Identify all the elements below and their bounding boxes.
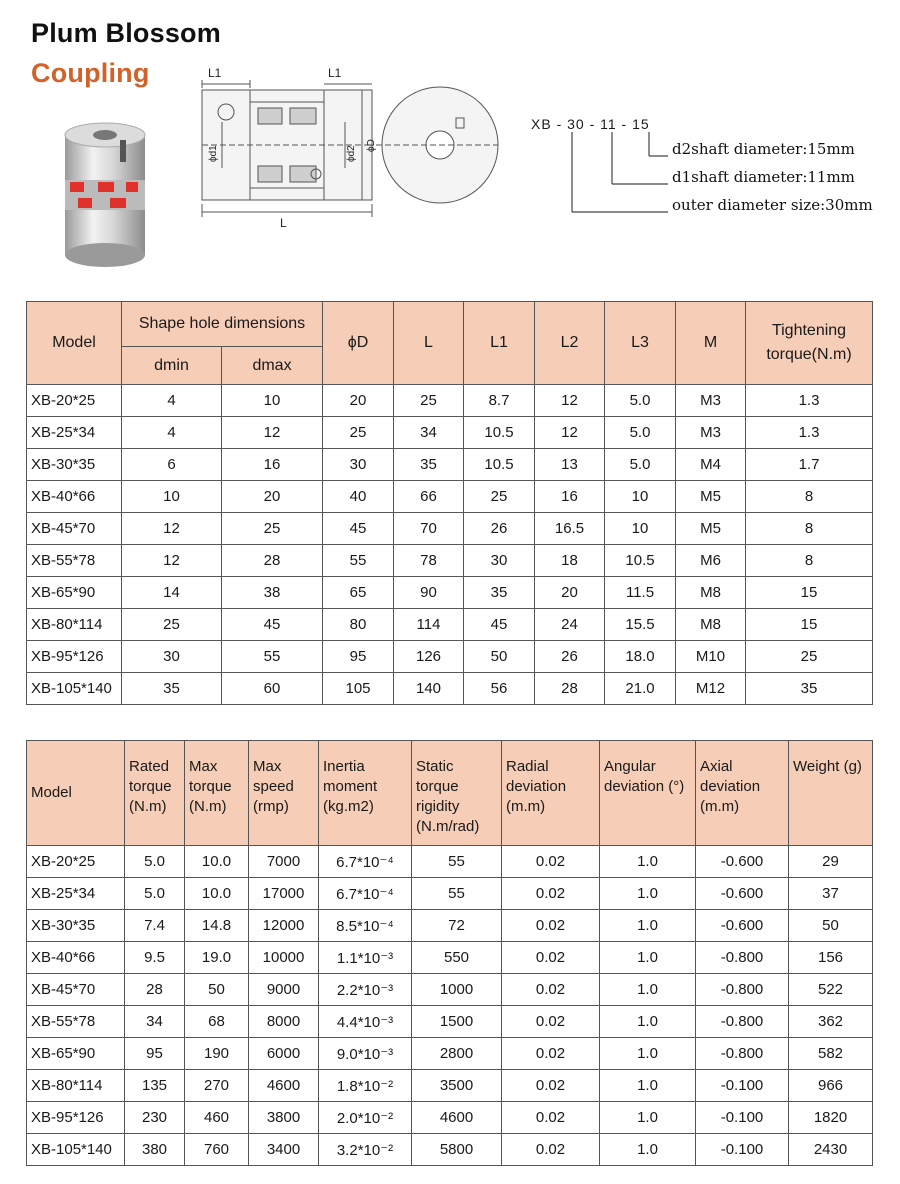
header-rated-torque: Rated torque (N.m) — [125, 741, 185, 846]
value-cell: 38 — [222, 577, 323, 609]
value-cell: 522 — [789, 974, 873, 1006]
dim-d1: ϕd1 — [208, 145, 219, 162]
value-cell: 9.5 — [125, 942, 185, 974]
header-dmin: dmin — [122, 347, 222, 385]
value-cell: 30 — [122, 641, 222, 673]
dim-length: L — [280, 216, 287, 230]
table-row — [27, 545, 873, 577]
coupling-photo — [50, 120, 160, 270]
dimensions-table — [26, 301, 873, 705]
table-row — [27, 385, 873, 417]
legend-outer: outer diameter size:30mm — [672, 196, 873, 214]
value-cell: 2800 — [412, 1038, 502, 1070]
value-cell: -0.800 — [696, 1006, 789, 1038]
value-cell: 56 — [464, 673, 535, 705]
value-cell: 9.0*10⁻³ — [319, 1038, 412, 1070]
model-cell: XB-95*126 — [27, 1102, 125, 1134]
value-cell: 15 — [746, 609, 873, 641]
value-cell: 126 — [394, 641, 464, 673]
value-cell: 0.02 — [502, 1070, 600, 1102]
value-cell: 25 — [746, 641, 873, 673]
model-cell: XB-40*66 — [27, 942, 125, 974]
value-cell: 3500 — [412, 1070, 502, 1102]
table-row — [27, 673, 873, 705]
value-cell: 1000 — [412, 974, 502, 1006]
value-cell: 1.8*10⁻² — [319, 1070, 412, 1102]
value-cell: 10 — [222, 385, 323, 417]
value-cell: 28 — [535, 673, 605, 705]
value-cell: 16 — [222, 449, 323, 481]
value-cell: 1.0 — [600, 910, 696, 942]
value-cell: 380 — [125, 1134, 185, 1166]
header-shape-hole: Shape hole dimensions — [122, 302, 323, 347]
value-cell: 16 — [535, 481, 605, 513]
value-cell: M6 — [676, 545, 746, 577]
value-cell: 20 — [323, 385, 394, 417]
value-cell: -0.100 — [696, 1070, 789, 1102]
model-cell: XB-25*34 — [27, 878, 125, 910]
value-cell: 105 — [323, 673, 394, 705]
dim-d2: ϕd2 — [346, 145, 357, 162]
value-cell: 8.5*10⁻⁴ — [319, 910, 412, 942]
value-cell: -0.800 — [696, 1038, 789, 1070]
value-cell: 80 — [323, 609, 394, 641]
value-cell: 8 — [746, 545, 873, 577]
value-cell: 1.7 — [746, 449, 873, 481]
header-M: M — [676, 302, 746, 385]
value-cell: 1.0 — [600, 1006, 696, 1038]
model-cell: XB-45*70 — [27, 513, 122, 545]
value-cell: 25 — [394, 385, 464, 417]
dim-l1-left: L1 — [208, 66, 222, 80]
value-cell: 90 — [394, 577, 464, 609]
value-cell: 21.0 — [605, 673, 676, 705]
table-row — [27, 449, 873, 481]
value-cell: 20 — [222, 481, 323, 513]
header-L3: L3 — [605, 302, 676, 385]
model-cell: XB-80*114 — [27, 609, 122, 641]
value-cell: 35 — [746, 673, 873, 705]
model-cell: XB-95*126 — [27, 641, 122, 673]
model-cell: XB-20*25 — [27, 846, 125, 878]
header-model: Model — [27, 302, 122, 385]
value-cell: 10.0 — [185, 846, 249, 878]
value-cell: 12 — [122, 513, 222, 545]
value-cell: 7.4 — [125, 910, 185, 942]
header-model: Model — [27, 741, 125, 846]
value-cell: 1.1*10⁻³ — [319, 942, 412, 974]
header-L2: L2 — [535, 302, 605, 385]
value-cell: 25 — [122, 609, 222, 641]
value-cell: 190 — [185, 1038, 249, 1070]
value-cell: 966 — [789, 1070, 873, 1102]
table-row — [27, 577, 873, 609]
value-cell: 72 — [412, 910, 502, 942]
value-cell: -0.600 — [696, 910, 789, 942]
value-cell: 65 — [323, 577, 394, 609]
performance-table — [26, 740, 873, 1166]
value-cell: 2.0*10⁻² — [319, 1102, 412, 1134]
table-row — [27, 878, 873, 910]
model-code-example: XB - 30 - 11 - 15 — [531, 116, 650, 132]
value-cell: M3 — [676, 417, 746, 449]
table-row — [27, 1102, 873, 1134]
value-cell: 6.7*10⁻⁴ — [319, 846, 412, 878]
value-cell: 0.02 — [502, 910, 600, 942]
value-cell: 1.3 — [746, 417, 873, 449]
value-cell: 140 — [394, 673, 464, 705]
model-cell: XB-30*35 — [27, 449, 122, 481]
value-cell: 114 — [394, 609, 464, 641]
value-cell: 8.7 — [464, 385, 535, 417]
legend-d2: d2shaft diameter:15mm — [672, 140, 855, 158]
value-cell: 7000 — [249, 846, 319, 878]
value-cell: 18 — [535, 545, 605, 577]
value-cell: 760 — [185, 1134, 249, 1166]
value-cell: 66 — [394, 481, 464, 513]
value-cell: -0.100 — [696, 1134, 789, 1166]
value-cell: 4 — [122, 417, 222, 449]
value-cell: 1.0 — [600, 1070, 696, 1102]
value-cell: 135 — [125, 1070, 185, 1102]
table-row — [27, 910, 873, 942]
value-cell: 50 — [789, 910, 873, 942]
value-cell: 9000 — [249, 974, 319, 1006]
value-cell: 5.0 — [605, 385, 676, 417]
table-row — [27, 609, 873, 641]
table-row — [27, 974, 873, 1006]
value-cell: 55 — [222, 641, 323, 673]
value-cell: 35 — [394, 449, 464, 481]
value-cell: 0.02 — [502, 1134, 600, 1166]
table-row — [27, 846, 873, 878]
technical-drawing — [180, 62, 500, 232]
value-cell: 1500 — [412, 1006, 502, 1038]
value-cell: 156 — [789, 942, 873, 974]
value-cell: 3800 — [249, 1102, 319, 1134]
header-angular: Angular deviation (°) — [600, 741, 696, 846]
value-cell: 45 — [222, 609, 323, 641]
table-row — [27, 417, 873, 449]
value-cell: 37 — [789, 878, 873, 910]
table-row — [27, 1006, 873, 1038]
table-row — [27, 942, 873, 974]
value-cell: -0.100 — [696, 1102, 789, 1134]
value-cell: 24 — [535, 609, 605, 641]
legend-d1: d1shaft diameter:11mm — [672, 168, 855, 186]
value-cell: 3400 — [249, 1134, 319, 1166]
value-cell: 582 — [789, 1038, 873, 1070]
header-L: L — [394, 302, 464, 385]
value-cell: M8 — [676, 609, 746, 641]
value-cell: 55 — [412, 846, 502, 878]
header-phiD: ϕD — [323, 302, 394, 385]
table-row — [27, 481, 873, 513]
page-subtitle: Coupling — [31, 58, 150, 88]
value-cell: 45 — [323, 513, 394, 545]
header-radial: Radial deviation (m.m) — [502, 741, 600, 846]
value-cell: 8 — [746, 513, 873, 545]
value-cell: 15.5 — [605, 609, 676, 641]
value-cell: 2430 — [789, 1134, 873, 1166]
model-cell: XB-55*78 — [27, 1006, 125, 1038]
value-cell: 50 — [464, 641, 535, 673]
value-cell: 6000 — [249, 1038, 319, 1070]
value-cell: 5.0 — [125, 878, 185, 910]
value-cell: 6.7*10⁻⁴ — [319, 878, 412, 910]
value-cell: 30 — [464, 545, 535, 577]
model-cell: XB-25*34 — [27, 417, 122, 449]
value-cell: 25 — [222, 513, 323, 545]
value-cell: 10 — [122, 481, 222, 513]
value-cell: M4 — [676, 449, 746, 481]
header-rigidity: Static torque rigidity (N.m/rad) — [412, 741, 502, 846]
value-cell: 35 — [464, 577, 535, 609]
header-max-torque: Max torque (N.m) — [185, 741, 249, 846]
model-cell: XB-65*90 — [27, 1038, 125, 1070]
value-cell: 10 — [605, 481, 676, 513]
page-title: Plum Blossom — [31, 18, 221, 48]
value-cell: 5.0 — [605, 417, 676, 449]
value-cell: 1.0 — [600, 878, 696, 910]
header-inertia: Inertia moment (kg.m2) — [319, 741, 412, 846]
value-cell: 1.3 — [746, 385, 873, 417]
value-cell: -0.800 — [696, 974, 789, 1006]
value-cell: 4600 — [249, 1070, 319, 1102]
value-cell: -0.600 — [696, 846, 789, 878]
value-cell: 1.0 — [600, 974, 696, 1006]
value-cell: 15 — [746, 577, 873, 609]
value-cell: 0.02 — [502, 1102, 600, 1134]
model-cell: XB-20*25 — [27, 385, 122, 417]
value-cell: 10 — [605, 513, 676, 545]
value-cell: 68 — [185, 1006, 249, 1038]
value-cell: 10000 — [249, 942, 319, 974]
value-cell: 55 — [412, 878, 502, 910]
dim-outer: ϕD — [366, 139, 377, 152]
header-axial: Axial deviation (m.m) — [696, 741, 789, 846]
value-cell: 25 — [464, 481, 535, 513]
value-cell: 3.2*10⁻² — [319, 1134, 412, 1166]
value-cell: 13 — [535, 449, 605, 481]
value-cell: 78 — [394, 545, 464, 577]
model-cell: XB-55*78 — [27, 545, 122, 577]
value-cell: 18.0 — [605, 641, 676, 673]
value-cell: 8000 — [249, 1006, 319, 1038]
value-cell: 2.2*10⁻³ — [319, 974, 412, 1006]
model-cell: XB-80*114 — [27, 1070, 125, 1102]
value-cell: 4.4*10⁻³ — [319, 1006, 412, 1038]
value-cell: 1.0 — [600, 942, 696, 974]
value-cell: M3 — [676, 385, 746, 417]
model-cell: XB-105*140 — [27, 673, 122, 705]
value-cell: 1.0 — [600, 1102, 696, 1134]
value-cell: 17000 — [249, 878, 319, 910]
value-cell: M12 — [676, 673, 746, 705]
value-cell: 12 — [535, 385, 605, 417]
value-cell: -0.800 — [696, 942, 789, 974]
value-cell: 5.0 — [605, 449, 676, 481]
dim-l1-right: L1 — [328, 66, 342, 80]
value-cell: 1.0 — [600, 846, 696, 878]
value-cell: 6 — [122, 449, 222, 481]
value-cell: 0.02 — [502, 942, 600, 974]
value-cell: 28 — [222, 545, 323, 577]
value-cell: 14 — [122, 577, 222, 609]
value-cell: 8 — [746, 481, 873, 513]
value-cell: 0.02 — [502, 974, 600, 1006]
value-cell: 55 — [323, 545, 394, 577]
value-cell: 10.5 — [464, 449, 535, 481]
value-cell: 1.0 — [600, 1134, 696, 1166]
value-cell: 35 — [122, 673, 222, 705]
value-cell: 29 — [789, 846, 873, 878]
header-dmax: dmax — [222, 347, 323, 385]
value-cell: 10.5 — [605, 545, 676, 577]
value-cell: 60 — [222, 673, 323, 705]
value-cell: 28 — [125, 974, 185, 1006]
value-cell: 0.02 — [502, 1006, 600, 1038]
value-cell: 26 — [535, 641, 605, 673]
value-cell: 4600 — [412, 1102, 502, 1134]
value-cell: -0.600 — [696, 878, 789, 910]
table-row — [27, 1038, 873, 1070]
value-cell: 362 — [789, 1006, 873, 1038]
value-cell: 95 — [125, 1038, 185, 1070]
header-max-speed: Max speed (rmp) — [249, 741, 319, 846]
model-cell: XB-105*140 — [27, 1134, 125, 1166]
value-cell: 1820 — [789, 1102, 873, 1134]
value-cell: M5 — [676, 481, 746, 513]
header-weight: Weight (g) — [789, 741, 873, 846]
value-cell: M10 — [676, 641, 746, 673]
value-cell: 10.0 — [185, 878, 249, 910]
model-cell: XB-45*70 — [27, 974, 125, 1006]
value-cell: 0.02 — [502, 846, 600, 878]
value-cell: 50 — [185, 974, 249, 1006]
value-cell: 30 — [323, 449, 394, 481]
value-cell: 40 — [323, 481, 394, 513]
value-cell: 4 — [122, 385, 222, 417]
value-cell: M5 — [676, 513, 746, 545]
header-tightening: Tightening torque(N.m) — [746, 302, 873, 385]
value-cell: 5800 — [412, 1134, 502, 1166]
value-cell: 26 — [464, 513, 535, 545]
value-cell: 230 — [125, 1102, 185, 1134]
model-cell: XB-40*66 — [27, 481, 122, 513]
value-cell: 12000 — [249, 910, 319, 942]
value-cell: M8 — [676, 577, 746, 609]
header-L1: L1 — [464, 302, 535, 385]
value-cell: 270 — [185, 1070, 249, 1102]
value-cell: 0.02 — [502, 878, 600, 910]
value-cell: 550 — [412, 942, 502, 974]
value-cell: 11.5 — [605, 577, 676, 609]
value-cell: 5.0 — [125, 846, 185, 878]
value-cell: 16.5 — [535, 513, 605, 545]
table-row — [27, 1134, 873, 1166]
model-cell: XB-65*90 — [27, 577, 122, 609]
value-cell: 45 — [464, 609, 535, 641]
value-cell: 12 — [222, 417, 323, 449]
value-cell: 70 — [394, 513, 464, 545]
value-cell: 34 — [125, 1006, 185, 1038]
value-cell: 95 — [323, 641, 394, 673]
table-row — [27, 1070, 873, 1102]
value-cell: 1.0 — [600, 1038, 696, 1070]
table-row — [27, 641, 873, 673]
value-cell: 10.5 — [464, 417, 535, 449]
model-cell: XB-30*35 — [27, 910, 125, 942]
value-cell: 12 — [535, 417, 605, 449]
value-cell: 19.0 — [185, 942, 249, 974]
value-cell: 14.8 — [185, 910, 249, 942]
value-cell: 12 — [122, 545, 222, 577]
value-cell: 34 — [394, 417, 464, 449]
value-cell: 25 — [323, 417, 394, 449]
value-cell: 20 — [535, 577, 605, 609]
value-cell: 0.02 — [502, 1038, 600, 1070]
value-cell: 460 — [185, 1102, 249, 1134]
table-row — [27, 513, 873, 545]
